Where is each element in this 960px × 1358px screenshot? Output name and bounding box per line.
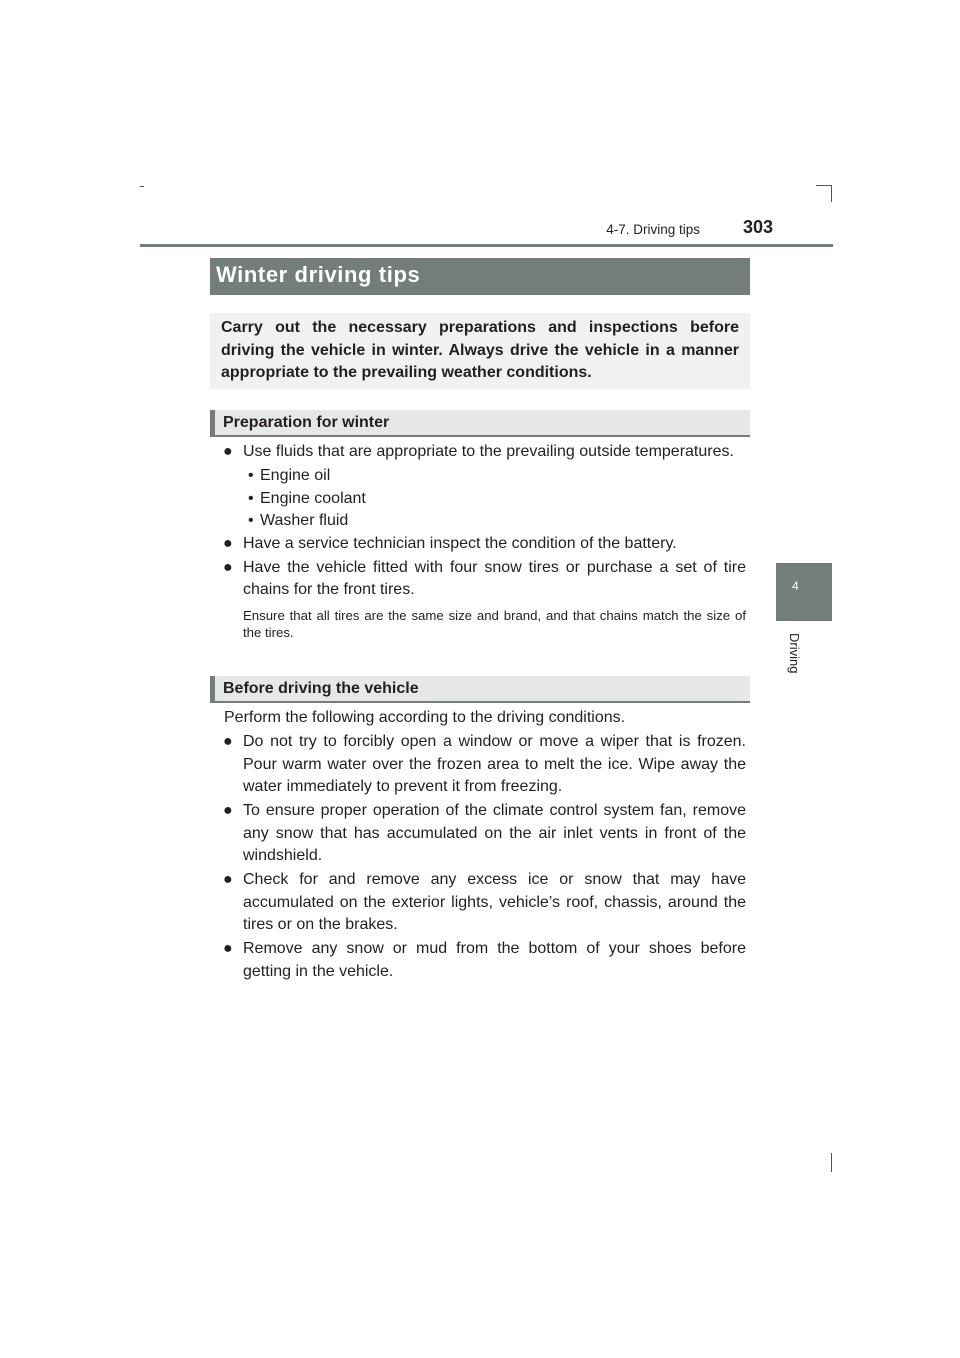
- list-item-text: To ensure proper operation of the climate control system fan, remove any snow that has accumulated on the air inlet vents in front of the windshield.: [243, 802, 746, 864]
- lead-text: Perform the following according to the driving conditions.: [224, 709, 626, 726]
- list-item: [210, 800, 746, 868]
- bullet-icon: ●: [223, 443, 233, 460]
- list-item: [210, 731, 746, 799]
- bullet-icon: ●: [223, 802, 233, 819]
- page-header: [140, 214, 833, 246]
- crop-mark: [831, 1153, 832, 1172]
- list-item: [210, 869, 746, 937]
- list-item-text: Remove any snow or mud from the bottom of your shoes before getting in the vehicle.: [243, 940, 746, 980]
- chapter-number: 4: [792, 579, 799, 593]
- intro-box: [210, 313, 750, 389]
- intro-text: Carry out the necessary preparations and inspections before driving the vehicle in winter. Always drive the vehicle in a manner appropriate to the prevailing weather conditions.: [221, 319, 739, 381]
- list-item: [210, 938, 746, 983]
- page-number: 303: [742, 217, 773, 237]
- page-title-bar: [210, 258, 750, 295]
- list-item: [210, 533, 746, 556]
- preparation-section: [210, 441, 746, 641]
- page-title: Winter driving tips: [216, 262, 421, 287]
- subheading-text: Preparation for winter: [223, 414, 390, 431]
- section-title: 4-7. Driving tips: [606, 222, 700, 237]
- chapter-label: Driving: [787, 633, 802, 674]
- bullet-icon: ●: [223, 558, 233, 576]
- list-item: [210, 557, 746, 602]
- list-item-text: Do not try to forcibly open a window or move a wiper that is frozen. Pour warm water over the frozen area to melt the ice. Wipe away the water immediately to prevent it from freezing.: [243, 733, 746, 795]
- chapter-tab: [776, 563, 832, 621]
- list-item-text: Have a service technician inspect the condition of the battery.: [243, 534, 677, 552]
- list-item-text: Have the vehicle fitted with four snow tires or purchase a set of tire chains for the front tires.: [243, 558, 746, 598]
- list-item: • Engine oil: [210, 465, 746, 488]
- crop-mark: [816, 185, 832, 186]
- bullet-icon: ●: [223, 940, 233, 957]
- list-item-text: Use fluids that are appropriate to the prevailing outside temperatures.: [243, 443, 734, 460]
- bullet-icon: ●: [223, 733, 233, 750]
- fluid-list: [210, 465, 746, 533]
- bullet-icon: ●: [223, 871, 233, 888]
- note-text: Ensure that all tires are the same size and brand, and that chains match the size of the tires.: [243, 607, 746, 640]
- list-item-text: Check for and remove any excess ice or snow that may have accumulated on the exterior lights, vehicle’s roof, chassis, around the tires or on the brakes.: [243, 871, 746, 933]
- list-item: [210, 441, 746, 464]
- header-divider: [140, 244, 833, 247]
- crop-mark: [831, 185, 832, 202]
- list-item: • Engine coolant: [210, 488, 746, 511]
- crop-mark: [140, 186, 144, 187]
- subheading-before-driving: [210, 676, 750, 703]
- subheading-preparation: [210, 410, 750, 437]
- subheading-text: Before driving the vehicle: [223, 680, 419, 697]
- before-driving-section: [210, 707, 746, 985]
- list-item: • Washer fluid: [210, 510, 746, 533]
- bullet-icon: ●: [223, 534, 233, 552]
